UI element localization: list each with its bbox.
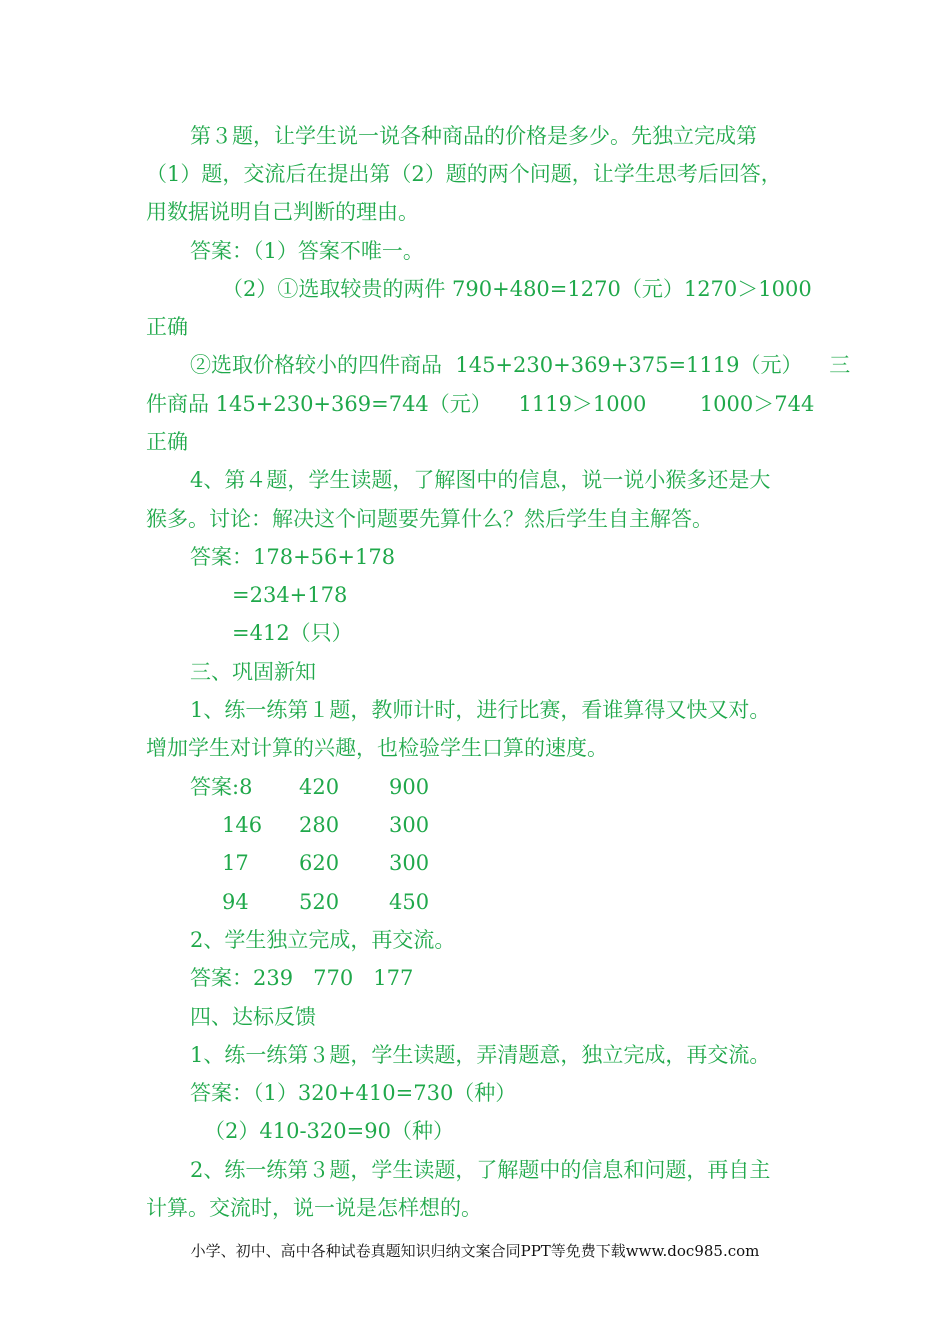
answer-cell: 94: [222, 890, 249, 914]
text-line: （2）410-320=90（种）: [204, 1119, 454, 1143]
answer-cell: 620: [299, 851, 340, 875]
text-line: =234+178: [232, 583, 348, 607]
page-footer: 小学、初中、高中各种试卷真题知识归纳文案合同PPT等免费下载www.doc985.com: [190, 1242, 760, 1260]
text-line: （1）题，交流后在提出第（2）题的两个问题，让学生思考后回答，: [146, 162, 782, 186]
text-line: （2）①选取较贵的两件 790+480=1270（元）1270＞1000: [222, 277, 812, 301]
text-line: 答案：（1）答案不唯一。: [190, 239, 424, 263]
answer-cell: 17: [222, 851, 249, 875]
text-line: 第３题，让学生说一说各种商品的价格是多少。先独立完成第: [190, 124, 757, 148]
text-line: 1、练一练第１题，教师计时，进行比赛，看谁算得又快又对。: [190, 698, 771, 722]
answer-cell: 300: [389, 813, 430, 837]
text-line: 用数据说明自己判断的理由。: [146, 200, 419, 224]
answer-cell: 450: [389, 890, 430, 914]
text-line: 1、练一练第３题，学生读题，弄清题意，独立完成，再交流。: [190, 1043, 771, 1067]
text-line: 猴多。讨论：解决这个问题要先算什么？然后学生自主解答。: [146, 507, 713, 531]
answer-cell: 900: [389, 775, 430, 799]
section-heading: 四、达标反馈: [190, 1005, 316, 1029]
text-line: 2、练一练第３题，学生读题，了解题中的信息和问题，再自主: [190, 1158, 771, 1182]
text-line: 答案：178+56+178: [190, 545, 396, 569]
answer-cell: 280: [299, 813, 340, 837]
text-line: 计算。交流时，说一说是怎样想的。: [146, 1196, 482, 1220]
text-line: 件商品 145+230+369=744（元） 1119＞1000 1000＞744: [146, 392, 815, 416]
section-heading: 三、巩固新知: [190, 660, 316, 684]
answer-cell: 答案:8: [190, 775, 253, 799]
text-line: 答案：（1）320+410=730（种）: [190, 1081, 517, 1105]
text-line: ②选取价格较小的四件商品 145+230+369+375=1119（元） 三: [190, 353, 851, 377]
answer-cell: 420: [299, 775, 340, 799]
answer-cell: 520: [299, 890, 340, 914]
text-line: =412（只）: [232, 621, 353, 645]
answer-cell: 300: [389, 851, 430, 875]
text-line: 正确: [146, 315, 188, 339]
text-line: 正确: [146, 430, 188, 454]
text-line: 答案：239 770 177: [190, 966, 414, 990]
text-line: 2、学生独立完成，再交流。: [190, 928, 456, 952]
text-line: 4、第４题，学生读题，了解图中的信息，说一说小猴多还是大: [190, 468, 771, 492]
text-line: 增加学生对计算的兴趣，也检验学生口算的速度。: [146, 736, 608, 760]
answer-cell: 146: [222, 813, 263, 837]
